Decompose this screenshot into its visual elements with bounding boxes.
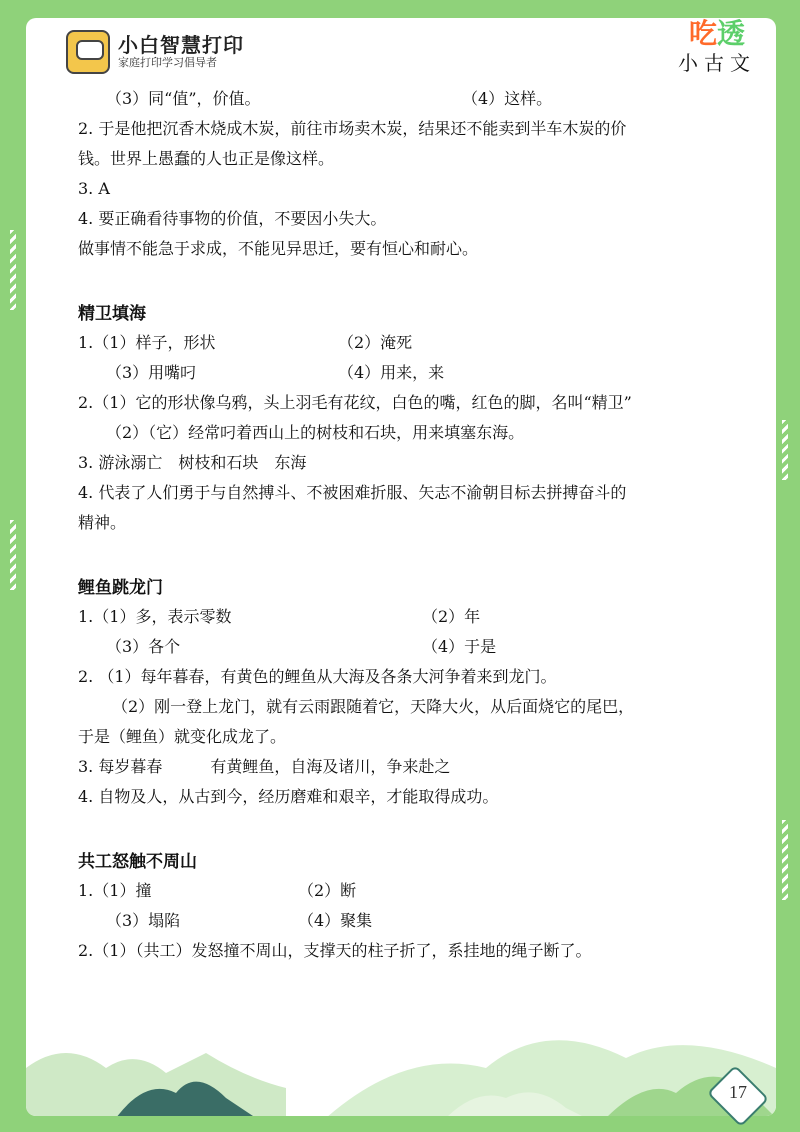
section-title: 鲤鱼跳龙门 (78, 578, 163, 598)
answer-line: 4. 自物及人，从古到今，经历磨难和艰辛，才能取得成功。 (78, 787, 499, 806)
answer-line: 4. 要正确看待事物的价值，不要因小失大。 (78, 209, 387, 228)
mountain-landscape-decoration (26, 998, 776, 1116)
answer-content (78, 84, 738, 966)
answer-line: 3. 每岁暮春 有黄鲤鱼，自海及诸川，争来赴之 (78, 757, 451, 776)
left-stripe-decoration (10, 520, 16, 590)
answer-line (78, 602, 738, 632)
answer-item: （3）塌陷 (106, 911, 181, 930)
answer-item: （2）淹死 (338, 333, 413, 352)
answer-line: 钱。世界上愚蠢的人也正是像这样。 (78, 149, 335, 168)
answer-line (78, 906, 738, 936)
section-title: 共工怒触不周山 (78, 852, 197, 872)
answer-line: 于是（鲤鱼）就变化成龙了。 (78, 727, 287, 746)
brand-subtitle: 小古文 (678, 51, 756, 75)
answer-line (78, 84, 738, 114)
printer-mascot-icon (66, 30, 110, 74)
answer-item: （4）这样。 (462, 89, 553, 108)
answer-line: 2. 于是他把沉香木烧成木炭，前往市场卖木炭，结果还不能卖到半车木炭的价 (78, 119, 627, 138)
brand-logo (66, 30, 244, 74)
logo-subtitle: 家庭打印学习倡导者 (118, 56, 217, 69)
answer-line (78, 358, 738, 388)
answer-line (78, 328, 738, 358)
answer-item: （2）断 (298, 881, 357, 900)
answer-line (78, 632, 738, 662)
answer-item: （4）用来，来 (338, 363, 445, 382)
page-number: 17 (729, 1082, 747, 1102)
answer-item: （3）各个 (106, 637, 181, 656)
answer-line: 3. 游泳溺亡 树枝和石块 东海 (78, 453, 307, 472)
section-title: 精卫填海 (78, 304, 146, 324)
answer-item: 1.（1）样子，形状 (78, 333, 216, 352)
answer-item: （4）于是 (422, 637, 497, 656)
answer-line: 2.（1）它的形状像乌鸦，头上羽毛有花纹，白色的嘴，红色的脚，名叫“精卫” (78, 393, 632, 412)
answer-line: 3. A (78, 179, 110, 198)
answer-item: 1.（1）多，表示零数 (78, 607, 232, 626)
answer-line: 2.（1）（共工）发怒撞不周山，支撑天的柱子折了，系挂地的绳子断了。 (78, 941, 592, 960)
answer-line: （2）（它）经常叼着西山上的树枝和石块，用来填塞东海。 (106, 423, 525, 442)
logo-title: 小白智慧打印 (118, 33, 244, 57)
answer-line: 做事情不能急于求成，不能见异思迁，要有恒心和耐心。 (78, 239, 479, 258)
answer-item: （2）年 (422, 607, 481, 626)
answer-line: 2. （1）每年暮春，有黄色的鲤鱼从大海及各条大河争着来到龙门。 (78, 667, 557, 686)
answer-line: （2）刚一登上龙门，就有云雨跟随着它，天降大火，从后面烧它的尾巴， (112, 697, 635, 716)
left-stripe-decoration (10, 230, 16, 310)
answer-item: （4）聚集 (298, 911, 373, 930)
answer-item: （3）用嘴叼 (106, 363, 197, 382)
answer-line: 4. 代表了人们勇于与自然搏斗、不被困难折服、矢志不渝朝目标去拼搏奋斗的 (78, 483, 627, 502)
answer-line: 精神。 (78, 513, 127, 532)
brand-char-1: 吃 (688, 17, 717, 50)
answer-item: （3）同“值”，价值。 (106, 89, 261, 108)
series-brand (678, 18, 756, 76)
right-stripe-decoration (782, 820, 788, 900)
brand-char-2: 透 (717, 17, 746, 50)
answer-item: 1.（1）撞 (78, 881, 152, 900)
right-stripe-decoration (782, 420, 788, 480)
answer-line (78, 876, 738, 906)
